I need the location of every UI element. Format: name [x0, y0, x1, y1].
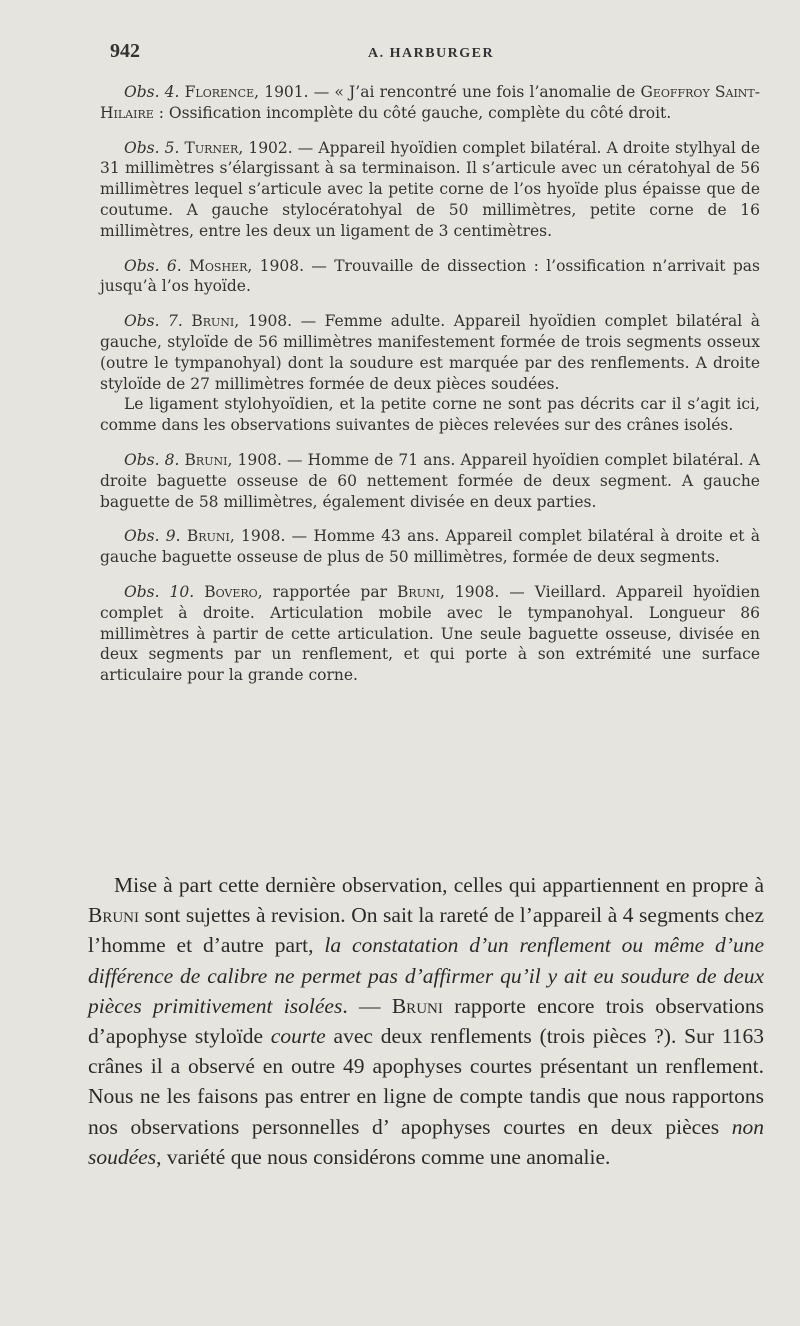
- conclusion-part: . —: [342, 993, 392, 1018]
- observation-text: , 1902. — Appareil hyoïdien complet bilatéral. A droite stylhyal de 31 millimètres s’élargissant à sa terminaison. Il s’articule avec un cératohyal de 56 millimètres lequel s’articule avec la petite corne de l’os hyoïde plus épaisse que de coutume. A gauche stylocératohyal de 50 millimètres, petite corne de 16 millimètres, entre les deux un ligament de 3 centimètres.: [100, 138, 760, 240]
- conclusion-author: Bruni: [391, 993, 443, 1018]
- observation-label: Obs. 10.: [124, 582, 195, 601]
- conclusion-italic: courte: [270, 1024, 326, 1049]
- observation-label: Obs. 8.: [124, 450, 180, 469]
- observation-author: Bovero: [204, 582, 258, 601]
- observation-text: , 1908. — Homme 43 ans. Appareil complet bilatéral à droite et à gauche baguette osseuse de plus de 50 millimètres, formée de deux segments.: [100, 527, 761, 567]
- observation-author: Turner: [184, 138, 239, 157]
- observation-label: Obs. 9.: [124, 527, 181, 546]
- observation-text-rest: , 1908. — Vieillard. Appareil hyoïdien complet à droite. Articulation mobile avec le tympanohyal. Longueur 86 millimètres à partir de cette articulation. Une seule baguette osseuse, divisée en deux segments par un renflement, et qui porte à son extrémité une surface articulaire pour la grande corne.: [100, 582, 761, 685]
- observation-label: Obs. 5.: [124, 138, 180, 157]
- observation-4: [100, 82, 760, 124]
- conclusion-italic: la constatation d’un renflement ou même d’une différence de calibre ne permet pas d’affirmer qu’il y ait eu soudure de deux pièces primitivement isolées: [88, 933, 764, 1018]
- running-head: A. HARBURGER: [368, 46, 495, 61]
- observation-text: , 1908. — Trouvaille de dissection : l’ossification n’arrivait pas jusqu’à l’os hyoïde.: [100, 256, 760, 296]
- observation-8: [100, 450, 760, 512]
- observation-6: [100, 256, 760, 298]
- observation-text-rest: : Ossification incomplète du côté gauche, complète du côté droit.: [153, 103, 672, 122]
- conclusion-author: Bruni: [88, 903, 140, 928]
- conclusion-part: sont sujettes à revision. On sait la rareté de l’appareil à 4 segments chez l’homme et d’autre part,: [88, 903, 764, 958]
- conclusion-part: avec deux renflements (trois pièces ?). Sur 1163 crânes il a observé en outre 49 apophyses courtes présentant un renflement. Nous ne les faisons pas entrer en ligne de compte tandis que nous rapportons nos observations personnelles d’ apophyses courtes en deux pièces: [88, 1024, 765, 1139]
- observation-7: [100, 311, 760, 394]
- observation-text: , 1908. — Femme adulte. Appareil hyoïdien complet bilatéral à gauche, styloïde de 56 millimètres manifestement formée de trois segments osseux (outre le tympanohyal) dont la soudure est marquée par des renflements. A droite styloïde de 27 millimètres formée de deux pièces soudées.: [100, 312, 760, 393]
- observation-author: Florence: [184, 83, 255, 101]
- observation-5: [100, 138, 760, 242]
- observation-9: [100, 526, 760, 568]
- conclusion-part: rapporte encore trois observations d’apophyse styloïde: [88, 993, 764, 1049]
- observation-label: Obs. 4.: [124, 83, 180, 101]
- observation-note-text: Le ligament stylohyoïdien, et la petite corne ne sont pas décrits car il s’agit ici, comme dans les observations suivantes de pièces relevées sur des crânes isolés.: [100, 395, 760, 435]
- observation-text: , 1901. — « J’ai rencontré une fois l’anomalie de: [254, 83, 641, 101]
- conclusion-part: , variété que nous considérons comme une anomalie.: [156, 1144, 611, 1169]
- conclusion-paragraph: [88, 870, 764, 1172]
- observation-author-secondary: Bruni: [397, 582, 440, 601]
- observation-label: Obs. 7.: [124, 312, 183, 331]
- conclusion-part: Mise à part cette dernière observation, celles qui appartiennent en propre à: [114, 873, 764, 897]
- page-header: [100, 40, 740, 70]
- conclusion-text: [88, 870, 764, 1172]
- page-number: 942: [110, 40, 140, 62]
- observation-author: Bruni: [186, 527, 230, 546]
- observation-author: Bruni: [191, 312, 235, 331]
- observation-label: Obs. 6.: [124, 256, 182, 275]
- observation-author: Mosher: [189, 256, 248, 275]
- observations-list: [100, 82, 760, 700]
- observation-text: , rapportée par: [257, 582, 398, 601]
- observation-10: [100, 582, 760, 686]
- observation-7-note: [100, 394, 760, 436]
- observation-author: Bruni: [184, 450, 228, 469]
- conclusion-italic: non soudées: [88, 1114, 764, 1169]
- observation-author-secondary: Geoffroy Saint-Hilaire: [100, 83, 760, 122]
- observation-text: , 1908. — Homme de 71 ans. Appareil hyoïdien complet bilatéral. A droite baguette osseuse de 60 nettement formée de deux segment. A gauche baguette de 58 millimètres, également divisée en deux parties.: [100, 450, 760, 511]
